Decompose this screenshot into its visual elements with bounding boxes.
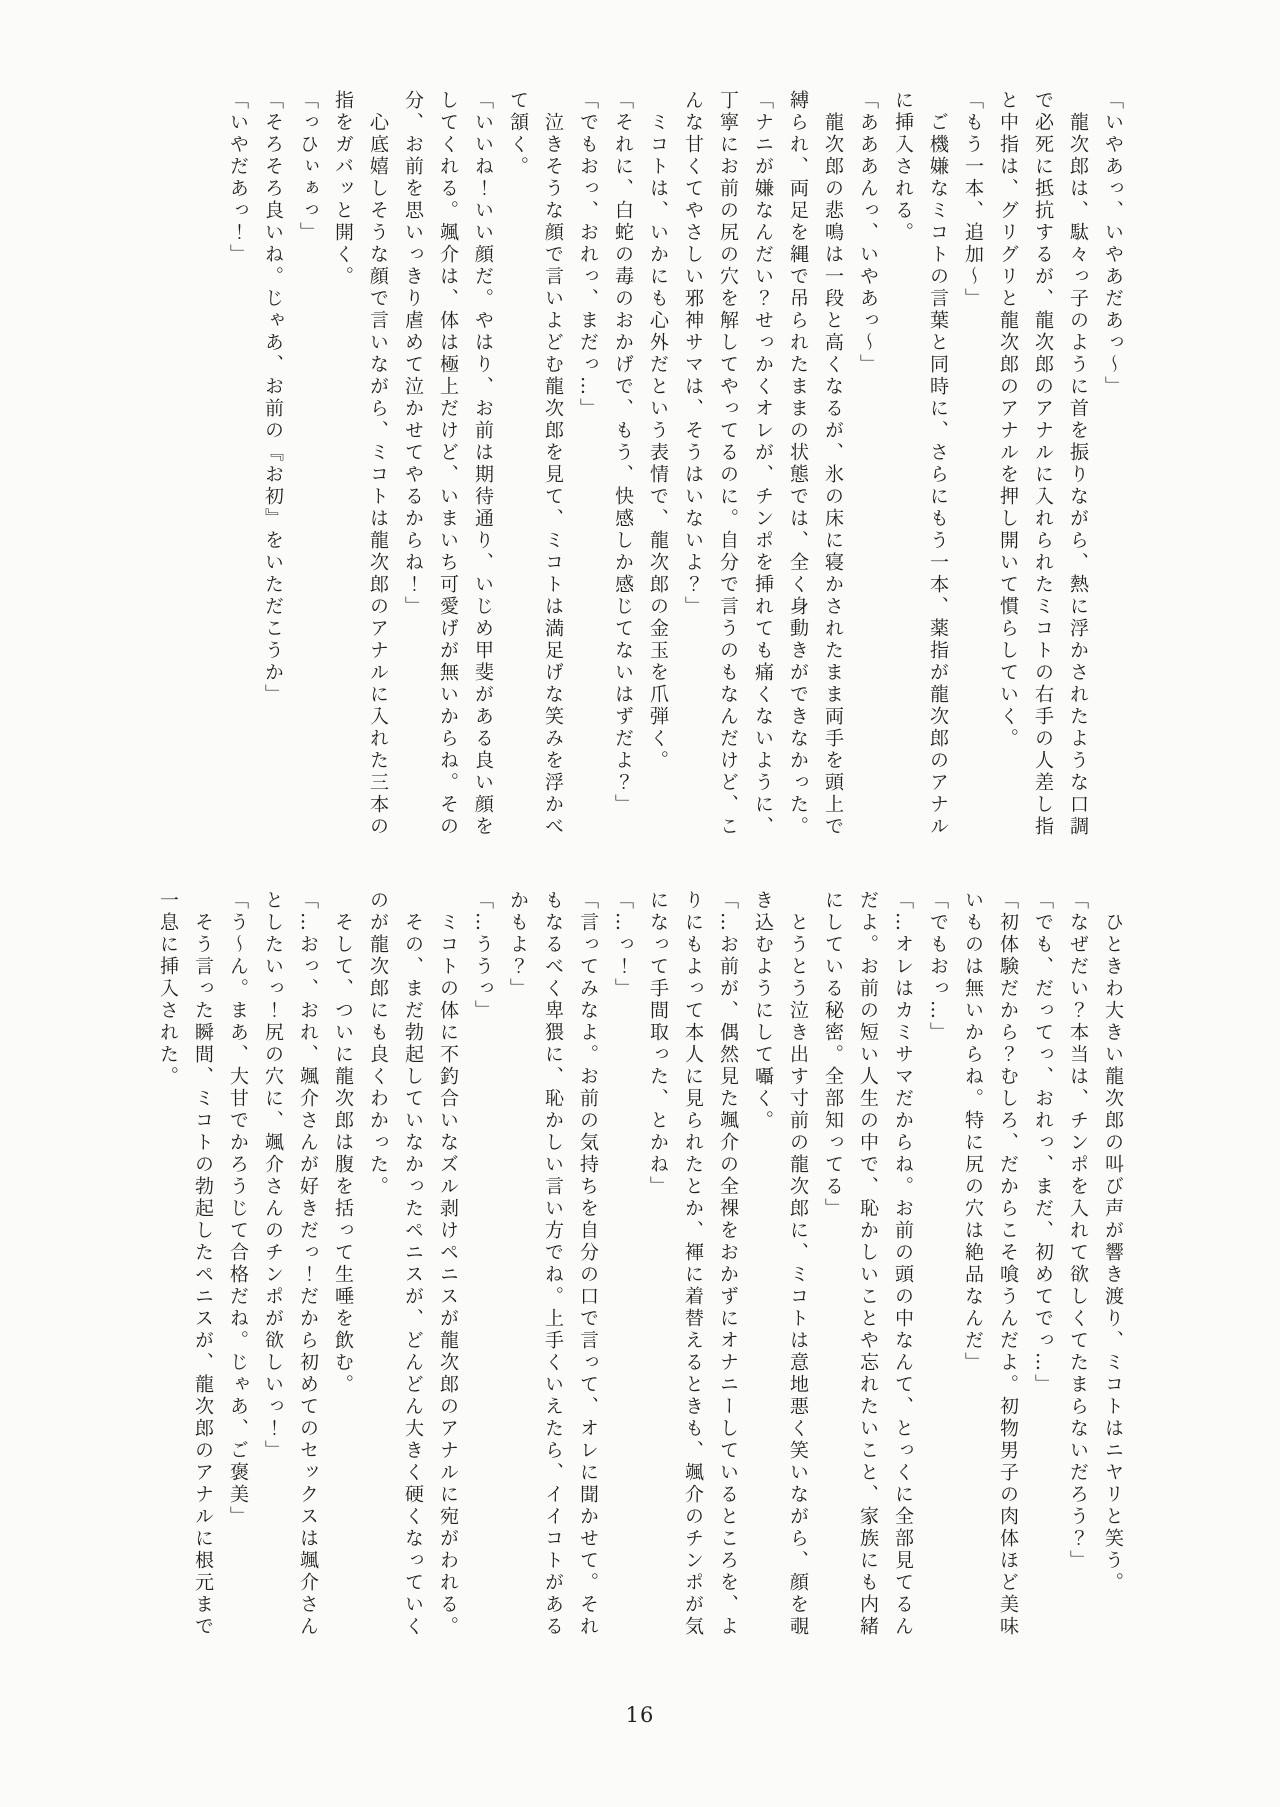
text-line: 心底嬉しそうな顔で言いながら、ミコトは龍次郎のアナルに入れた三本の bbox=[367, 90, 389, 838]
page-number: 16 bbox=[625, 1703, 655, 1727]
text-line: に挿入される。 bbox=[892, 90, 914, 244]
text-line: りにもよって本人に見られたとか、褌に着替えるときも、颯介のチンポが気 bbox=[682, 890, 704, 1638]
text-line: 「…っ！」 bbox=[612, 890, 634, 1000]
text-line: そう言った瞬間、ミコトの勃起したペニスが、龍次郎のアナルに根元まで bbox=[192, 890, 214, 1638]
text-line: 「でもおっ…」 bbox=[927, 890, 949, 1044]
text-line: 「初体験だから？むしろ、だからこそ喰うんだよ。初物男子の肉体ほど美味 bbox=[997, 890, 1019, 1638]
text-line: 「…ううっ」 bbox=[472, 890, 494, 1022]
text-line: 「ナニが嫌なんだい？せっかくオレが、チンポを挿れても痛くないように、 bbox=[752, 90, 774, 838]
text-line: 「う〜ん。まあ、大甘でかろうじて合格だね。じゃあ、ご褒美」 bbox=[227, 890, 249, 1528]
text-block-bottom bbox=[150, 890, 1130, 1650]
text-line: 「なぜだい？本当は、チンポを入れて欲しくてたまらないだろう？」 bbox=[1067, 890, 1089, 1572]
text-line: 泣きそうな顔で言いよどむ龍次郎を見て、ミコトは満足げな笑みを浮かべ bbox=[542, 90, 564, 838]
text-line: とうとう泣き出す寸前の龍次郎に、ミコトは意地悪く笑いながら、顔を覗 bbox=[787, 890, 809, 1638]
text-line: 「でも、だってっ、おれっ、まだ、初めてでっ…」 bbox=[1032, 890, 1054, 1396]
text-line: かもよ？」 bbox=[507, 890, 529, 1000]
text-line: 一息に挿入された。 bbox=[157, 890, 179, 1088]
text-line: 「…おっ、おれ、颯介さんが好きだっ！だから初めてのセックスは颯介さん bbox=[297, 890, 319, 1638]
text-line: 「言ってみなよ。お前の気持ちを自分の口で言って、オレに聞かせて。それ bbox=[577, 890, 599, 1638]
text-line: 「もう一本、追加〜」 bbox=[962, 90, 984, 310]
text-line: 縛られ、両足を縄で吊られたままの状態では、全く身動きができなかった。 bbox=[787, 90, 809, 838]
text-line: 龍次郎の悲鳴は一段と高くなるが、氷の床に寝かされたまま両手を頭上で bbox=[822, 90, 844, 838]
text-line: んな甘くてやさしい邪神サマは、そうはいないよ？」 bbox=[682, 90, 704, 618]
text-line: 「いやだあっ！」 bbox=[227, 90, 249, 266]
text-line: その、まだ勃起していなかったペニスが、どんどん大きく硬くなっていく bbox=[402, 890, 424, 1638]
text-line: としたいっ！尻の穴に、颯介さんのチンポが欲しいっ！」 bbox=[262, 890, 284, 1462]
text-line: もなるべく卑猥に、恥かしい言い方でね。上手くいえたら、イイコトがある bbox=[542, 890, 564, 1638]
text-line: ひときわ大きい龍次郎の叫び声が響き渡り、ミコトはニヤリと笑う。 bbox=[1102, 890, 1124, 1594]
text-block-top bbox=[220, 90, 1130, 847]
text-line: 丁寧にお前の尻の穴を解してやってるのに。自分で言うのもなんだけど、こ bbox=[717, 90, 739, 838]
text-line: にしている秘密。全部知ってる」 bbox=[822, 890, 844, 1220]
text-line: 龍次郎は、駄々っ子のように首を振りながら、熱に浮かされたような口調 bbox=[1067, 90, 1089, 838]
text-line: 「いいね！いい顔だ。やはり、お前は期待通り、いじめ甲斐がある良い顔を bbox=[472, 90, 494, 838]
text-line: 指をガバッと開く。 bbox=[332, 90, 354, 288]
text-line: 「っひぃぁっ」 bbox=[297, 90, 319, 244]
text-line: と中指は、グリグリと龍次郎のアナルを押し開いて慣らしていく。 bbox=[997, 90, 1019, 750]
text-line: 「それに、白蛇の毒のおかげで、もう、快感しか感じてないはずだよ？」 bbox=[612, 90, 634, 816]
text-line: そして、ついに龍次郎は腹を括って生唾を飲む。 bbox=[332, 890, 354, 1396]
text-line: 「あああんっ、いやあっ〜」 bbox=[857, 90, 879, 376]
text-line: してくれる。颯介は、体は極上だけど、いまいち可愛げが無いからね。その bbox=[437, 90, 459, 838]
text-line: き込むようにして囁く。 bbox=[752, 890, 774, 1132]
text-line: だよ。お前の短い人生の中で、恥かしいことや忘れたいこと、家族にも内緒 bbox=[857, 890, 879, 1638]
text-line: になって手間取った、とかね」 bbox=[647, 890, 669, 1198]
text-line: で必死に抵抗するが、龍次郎のアナルに入れられたミコトの右手の人差し指 bbox=[1032, 90, 1054, 838]
text-line: 分、お前を思いっきり虐めて泣かせてやるからね！」 bbox=[402, 90, 424, 618]
text-line: ミコトの体に不釣合いなズル剥けペニスが龍次郎のアナルに宛がわれる。 bbox=[437, 890, 459, 1638]
text-line: 「…お前が、偶然見た颯介の全裸をおかずにオナニーしているところを、よ bbox=[717, 890, 739, 1638]
text-line: 「いやあっ、いやあだあっ〜」 bbox=[1102, 90, 1124, 398]
text-line: のが龍次郎にも良くわかった。 bbox=[367, 890, 389, 1198]
text-line: 「そろそろ良いね。じゃあ、お前の『お初』をいただこうか」 bbox=[262, 90, 284, 706]
text-line: 「…オレはカミサマだからね。お前の頭の中なんて、とっくに全部見てるん bbox=[892, 890, 914, 1638]
text-line: て頷く。 bbox=[507, 90, 529, 178]
text-line: ミコトは、いかにも心外だという表情で、龍次郎の金玉を爪弾く。 bbox=[647, 90, 669, 772]
text-line: 「でもおっ、おれっ、まだっ…」 bbox=[577, 90, 599, 420]
text-line: いものは無いからね。特に尻の穴は絶品なんだ」 bbox=[962, 890, 984, 1374]
text-line: ご機嫌なミコトの言葉と同時に、さらにもう一本、薬指が龍次郎のアナル bbox=[927, 90, 949, 838]
